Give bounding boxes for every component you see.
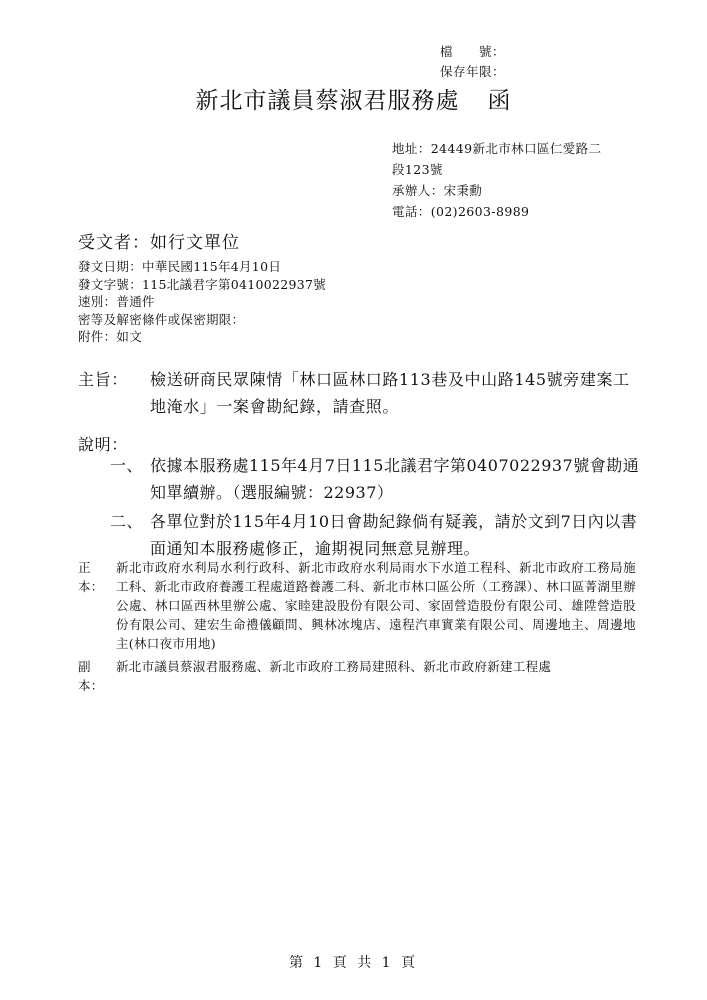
distribution-block (78, 558, 636, 695)
address-line-1: 地址：24449新北市林口區仁愛路二 (392, 141, 602, 156)
page-footer: 第 1 頁 共 1 頁 (288, 955, 419, 971)
contact-block (392, 138, 632, 222)
file-number-label: 檔 號： (440, 44, 506, 59)
meta-confidentiality: 密等及解密條件或保密期限： (78, 311, 245, 327)
list-item-number: 二、 (110, 512, 144, 531)
distribution-main-text: 新北市政府水利局水利行政科、新北市政府水利局雨水下水道工程科、新北市政府工務局施工科、新北市政府養護工程處道路養護二科、新北市林口區公所（工務課）、林口區菁湖里辦公處、林口區西林里辦公處、家睦建設股份有限公司、家固營造股份有限公司、雄陞營造股份有限公司、建宏生命禮儀顧問、興林冰塊店、遠程汽車實業有限公司、周邊地主、周邊地主(林口夜市用地) (116, 560, 636, 651)
distribution-cc-label: 副本： (78, 659, 104, 693)
retention-row (440, 62, 670, 82)
distribution-main-label: 正本： (78, 560, 104, 594)
file-number-block (440, 42, 670, 82)
address-line-2: 段123號 (392, 162, 443, 177)
meta-speed: 速別：普通件 (78, 294, 155, 309)
list-item-text: 各單位對於115年4月10日會勘紀錄倘有疑義，請於文到7日內以書面通知本服務處修正，逾期視同無意見辦理。 (150, 512, 638, 558)
meta-issue-date: 發文日期：中華民國115年4月10日 (78, 259, 282, 274)
list-item (110, 508, 640, 562)
list-item (110, 452, 640, 506)
explanation-list (110, 452, 640, 564)
list-item-number: 一、 (110, 456, 144, 475)
file-number-row (440, 42, 670, 62)
meta-block (78, 258, 326, 346)
issuing-org: 新北市議員蔡淑君服務處 (195, 88, 460, 114)
distribution-main (78, 558, 636, 653)
distribution-cc (78, 657, 636, 693)
meta-document-number: 發文字號：115北議君字第0410022937號 (78, 276, 327, 292)
list-item-text: 依據本服務處115年4月7日115北議君字第0407022937號會勘通知單續辦。（選服編號：22937） (150, 456, 640, 502)
phone-line: 電話：(02)2603-8989 (392, 204, 530, 219)
page-title (0, 82, 707, 115)
officer-line: 承辦人：宋秉勳 (392, 183, 483, 198)
document-kind: 函 (487, 88, 512, 114)
distribution-cc-text: 新北市議員蔡淑君服務處、新北市政府工務局建照科、新北市政府新建工程處 (116, 659, 552, 674)
recipient-line: 受文者：如行文單位 (78, 233, 240, 253)
subject-section (78, 366, 638, 420)
retention-label: 保存年限： (440, 64, 506, 79)
meta-attachment: 附件：如文 (78, 329, 143, 344)
subject-label: 主旨： (78, 370, 128, 389)
subject-text: 檢送研商民眾陳情「林口區林口路113巷及中山路145號旁建案工地淹水」一案會勘紀錄，請查照。 (150, 370, 630, 416)
explanation-label: 說明： (78, 435, 128, 454)
